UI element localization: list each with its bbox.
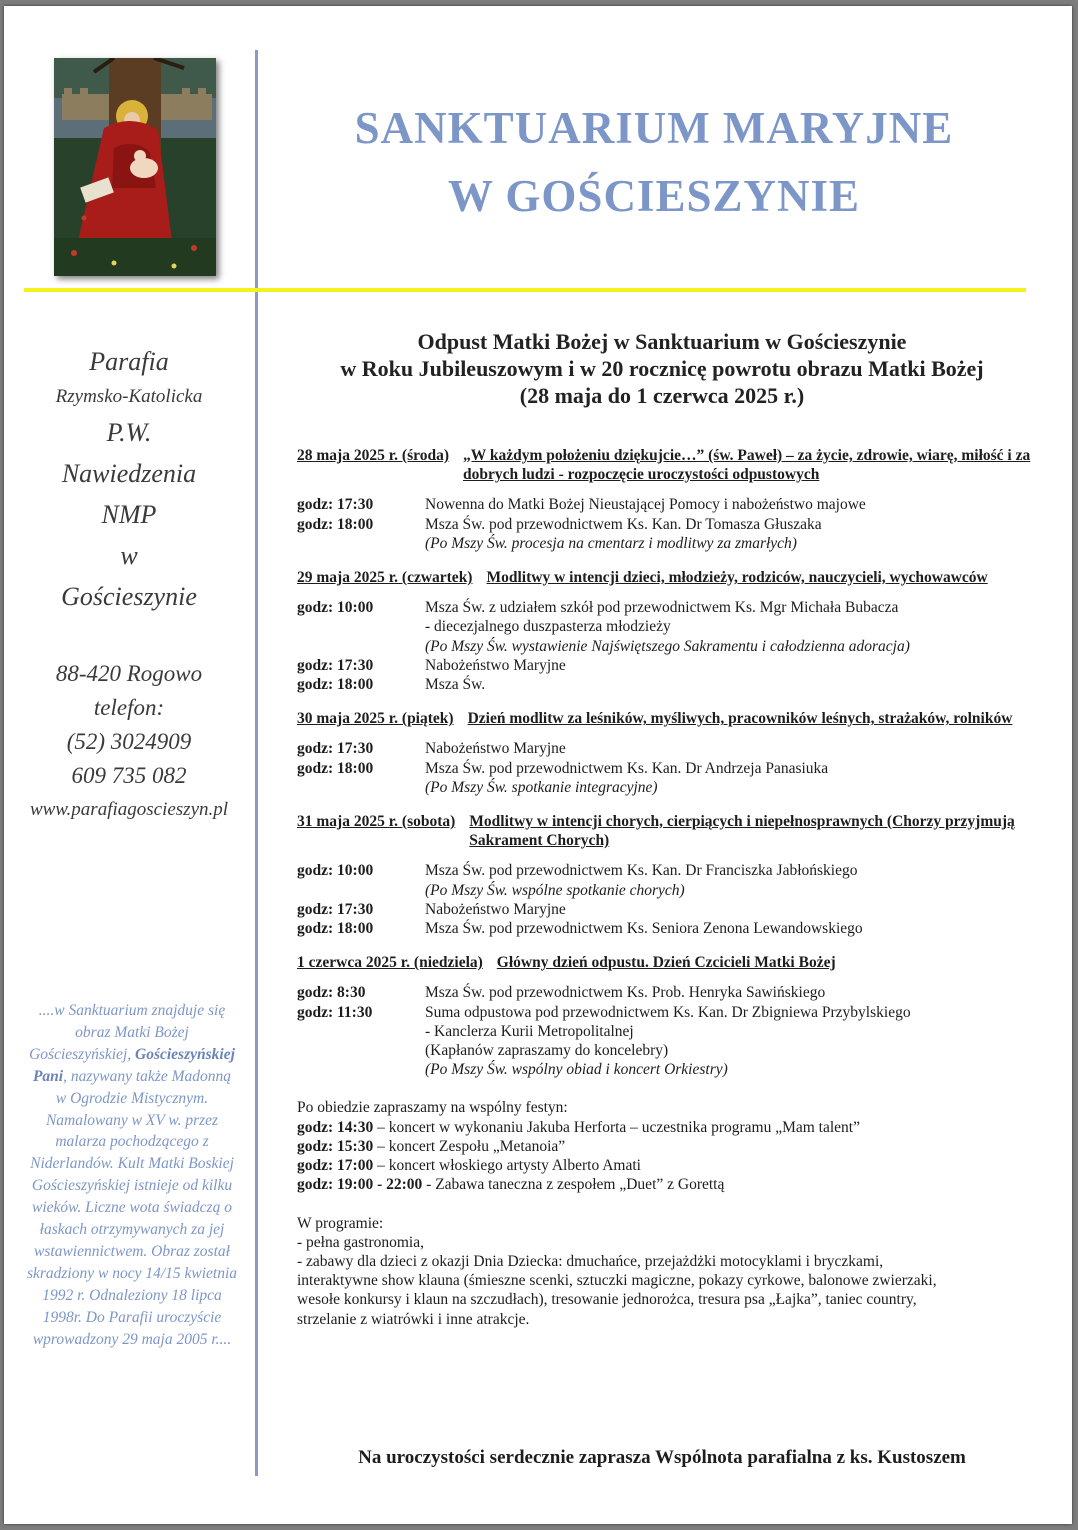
event-note: (Po Mszy Św. wystawienie Najświętszego Sakramentu i całodzienna adoracja): [425, 637, 910, 655]
title-line-2: W GOŚCIESZYNIE: [447, 171, 861, 221]
event-heading: [262, 328, 1062, 409]
program-item: - zabawy dla dzieci z okazji Dnia Dziecka: dmuchańce, przejażdżki motocyklami i bryczkami, interaktywne show klauna (śmieszne scenki, sztuczki magiczne, pokazy cyrkowe, balonowe zwierzaki, wesołe konkursy i klaun na szczudłach), tresowanie jednorożca, tresura psa „Łajka”, taniec country, strzelanie z wiatrówki i inne atrakcje.: [297, 1252, 937, 1328]
madonna-painting-image: [54, 58, 216, 276]
festival-intro: Po obiedzie zapraszamy na wspólny festyn:: [297, 1099, 568, 1117]
event-time: godz: 18:00: [297, 515, 374, 533]
program-intro: W programie:: [297, 1214, 384, 1232]
day-header: [297, 568, 1057, 587]
heading-line-2: w Roku Jubileuszowym i w 20 rocznicę powrotu obrazu Matki Bożej: [340, 356, 984, 381]
event-desc: - Kanclerza Kurii Metropolitalnej: [425, 1022, 634, 1040]
event-note: (Po Mszy Św. wspólne spotkanie chorych): [425, 881, 685, 899]
history-highlight: Gościeszyńskiej Pani: [32, 1045, 235, 1085]
event-time: godz: 17:30: [297, 740, 374, 758]
festival-item: [297, 1175, 1057, 1194]
heading-line-3: (28 maja do 1 czerwca 2025 r.): [519, 383, 805, 408]
event-time: [297, 637, 425, 656]
day-date: 28 maja 2025 r. (środa): [297, 447, 449, 464]
festival-time: godz: 15:30: [297, 1137, 374, 1155]
festival-section: [297, 1098, 1057, 1194]
history-text: , nazywany także Madonną w Ogrodzie Mistycznym. Namalowany w XV w. przez malarza pochodzącego z Niderlandów. Kult Matki Boskiej Gościeszyńskiej istnieje od kilku wieków. Liczne wota świadczą o łaskach otrzymywanych za jej wstawiennictwem. Obraz został skradziony w nocy 14/15 kwietnia 1992 r. Odnaleziony 18 lipca 1998r. Do Parafii uroczyście wprowadzony 29 maja 2005 r....: [26, 1067, 238, 1348]
day-header: [297, 812, 1057, 850]
festival-desc: – koncert w wykonaniu Jakuba Herforta – uczestnika programu „Mam talent”: [373, 1118, 860, 1136]
event-row: [297, 778, 1057, 797]
history-intro: ....w Sanktuarium znajduje się obraz Matki Bożej Gościeszyńskiej,: [29, 1002, 226, 1063]
poster-page: [4, 6, 1072, 1524]
day-date: 30 maja 2025 r. (piątek): [297, 710, 454, 728]
event-time: godz: 10:00: [297, 862, 374, 880]
day-date: 1 czerwca 2025 r. (niedziela): [297, 954, 483, 972]
day-theme: Główny dzień odpustu. Dzień Czcicieli Matki Bożej: [496, 954, 836, 972]
title-line-1: SANKTUARIUM MARYJNE: [354, 103, 954, 153]
phone-landline: (52) 3024909: [66, 729, 192, 754]
event-desc: Nabożeństwo Maryjne: [425, 740, 566, 758]
spacer: [297, 553, 1057, 568]
festival-item: [297, 1137, 1057, 1156]
day-date: 29 maja 2025 r. (czwartek): [297, 569, 473, 587]
website-link[interactable]: www.parafiagoscieszyn.pl: [29, 799, 229, 820]
festival-item: [297, 1118, 1057, 1137]
event-row: [297, 617, 1057, 636]
festival-time: godz: 17:00: [297, 1157, 374, 1175]
parish-label: Parafia: [89, 347, 169, 376]
event-desc: Msza Św. pod przewodnictwem Ks. Seniora Zenona Lewandowskiego: [425, 920, 863, 938]
event-desc: (Kapłanów zapraszamy do koncelebry): [425, 1042, 669, 1060]
event-desc: Msza Św. pod przewodnictwem Ks. Prob. Henryka Sawińskiego: [425, 984, 826, 1002]
event-time: [297, 1060, 425, 1079]
event-time: [297, 534, 425, 553]
event-row: [297, 515, 1057, 534]
event-row: [297, 656, 1057, 675]
event-row: [297, 1041, 1057, 1060]
festival-desc: - Zabawa taneczna z zespołem „Duet” z Gorettą: [422, 1176, 725, 1194]
event-desc: Msza Św. pod przewodnictwem Ks. Kan. Dr Tomasza Głuszaka: [425, 515, 822, 533]
event-time: godz: 18:00: [297, 759, 374, 777]
event-desc: Suma odpustowa pod przewodnictwem Ks. Kan. Dr Zbigniewa Przybylskiego: [425, 1003, 911, 1021]
festival-time: godz: 19:00 - 22:00: [297, 1176, 423, 1194]
festival-desc: – koncert Zespołu „Metanoia”: [373, 1137, 566, 1155]
heading-line-1: Odpust Matki Bożej w Sanktuarium w Gościeszynie: [417, 329, 907, 354]
day-theme: Dzień modlitw za leśników, myśliwych, pracowników leśnych, strażaków, rolników: [467, 710, 1013, 728]
schedule: [297, 446, 1057, 1329]
day-theme: Modlitwy w intencji chorych, cierpiących i niepełnosprawnych (Chorzy przyjmują Sakrament Chorych): [469, 813, 1015, 850]
festival-desc: – koncert włoskiego artysty Alberto Amati: [373, 1157, 641, 1175]
horizontal-divider: [24, 288, 1026, 292]
day-theme: Modlitwy w intencji dzieci, młodzieży, rodziców, nauczycieli, wychowawców: [486, 569, 988, 587]
event-time: godz: 18:00: [297, 920, 374, 938]
event-row: [297, 861, 1057, 880]
festival-item: [297, 1156, 1057, 1175]
event-time: godz: 18:00: [297, 676, 374, 694]
event-row: [297, 983, 1057, 1002]
closing-invitation: Na uroczystości serdecznie zaprasza Wspólnota parafialna z ks. Kustoszem: [358, 1447, 966, 1468]
spacer: [297, 694, 1057, 709]
phone-mobile: 609 735 082: [71, 763, 187, 788]
spacer: [297, 938, 1057, 953]
parish-name-1: Nawiedzenia: [61, 459, 197, 488]
phone-label: telefon:: [93, 695, 165, 720]
event-desc: Msza Św. pod przewodnictwem Ks. Kan. Dr Franciszka Jabłońskiego: [425, 862, 858, 880]
event-row: [297, 495, 1057, 514]
day-header: [297, 709, 1057, 728]
event-desc: Nabożeństwo Maryjne: [425, 656, 566, 674]
parish-town: Gościeszynie: [61, 582, 197, 611]
parish-rite: Rzymsko-Katolicka: [55, 386, 203, 407]
event-time: [297, 1022, 425, 1041]
event-time: [297, 1041, 425, 1060]
page-title: [264, 94, 1044, 230]
event-desc: Nowenna do Matki Bożej Nieustającej Pomocy i nabożeństwo majowe: [425, 496, 866, 514]
event-note: (Po Mszy Św. procesja na cmentarz i modlitwy za zmarłych): [425, 534, 797, 552]
event-row: [297, 534, 1057, 553]
parish-name-2: NMP: [101, 500, 157, 529]
event-desc: Msza Św.: [425, 676, 486, 694]
day-header: [297, 446, 1057, 484]
event-row: [297, 900, 1057, 919]
event-row: [297, 739, 1057, 758]
day-header: [297, 953, 1057, 972]
event-row: [297, 919, 1057, 938]
parish-address: 88-420 Rogowo: [55, 661, 203, 686]
day-date: 31 maja 2025 r. (sobota): [297, 813, 456, 831]
event-note: (Po Mszy Św. spotkanie integracyjne): [425, 778, 658, 796]
event-row: [297, 598, 1057, 617]
event-time: [297, 881, 425, 900]
event-time: godz: 10:00: [297, 599, 374, 617]
event-time: [297, 778, 425, 797]
event-row: [297, 1022, 1057, 1041]
event-desc: Msza Św. pod przewodnictwem Ks. Kan. Dr Andrzeja Panasiuka: [425, 759, 829, 777]
day-theme: „W każdym położeniu dziękujcie…” (św. Paweł) – za życie, zdrowie, wiarę, miłość i za dobrych ludzi - rozpoczęcie uroczystości odpustowych: [462, 447, 1031, 484]
event-time: godz: 17:30: [297, 900, 374, 918]
event-row: [297, 881, 1057, 900]
event-row: [297, 1060, 1057, 1079]
event-time: godz: 17:30: [297, 496, 374, 514]
event-desc: Nabożeństwo Maryjne: [425, 900, 566, 918]
event-row: [297, 675, 1057, 694]
parish-info: [4, 341, 254, 827]
parish-pw: P.W.: [106, 418, 152, 447]
event-desc: Msza Św. z udziałem szkół pod przewodnictwem Ks. Mgr Michała Bubacza: [425, 599, 899, 617]
event-row: [297, 1003, 1057, 1022]
parish-name-3: w: [120, 541, 138, 570]
vertical-divider: [255, 50, 258, 1476]
spacer: [297, 797, 1057, 812]
event-note: (Po Mszy Św. wspólny obiad i koncert Orkiestry): [425, 1061, 728, 1079]
spacer: [297, 1079, 1057, 1098]
event-desc: - diecezjalnego duszpasterza młodzieży: [425, 618, 671, 636]
event-time: godz: 11:30: [297, 1003, 373, 1021]
event-time: [297, 617, 425, 636]
program-item: - pełna gastronomia,: [297, 1233, 424, 1251]
event-row: [297, 759, 1057, 778]
program-section: [297, 1214, 1057, 1329]
event-time: godz: 17:30: [297, 656, 374, 674]
festival-time: godz: 14:30: [297, 1118, 374, 1136]
event-time: godz: 8:30: [297, 984, 366, 1002]
sanctuary-history: [26, 1000, 238, 1351]
event-row: [297, 637, 1057, 656]
spacer: [297, 1195, 1057, 1214]
